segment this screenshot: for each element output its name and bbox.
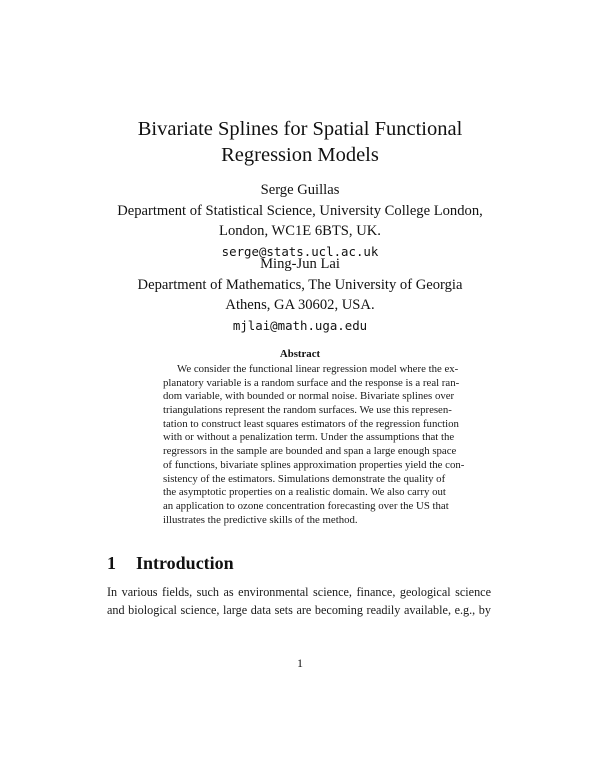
abstract-body — [163, 363, 465, 527]
author-name: Serge Guillas — [260, 182, 340, 198]
abstract-line: We consider the functional linear regression model where the ex- — [177, 363, 459, 375]
title-line-2: Regression Models — [221, 144, 379, 166]
author-block-1 — [0, 180, 600, 262]
abstract-line: the asymptotic properties on a realistic domain. We also carry out — [163, 486, 446, 499]
abstract-heading: Abstract — [279, 348, 321, 360]
page-number: 1 — [297, 656, 303, 670]
author-email: serge@stats.ucl.ac.uk — [221, 243, 379, 259]
author-name: Ming-Jun Lai — [260, 256, 340, 272]
abstract-line: regressors in the sample are bounded and span a large enough space — [163, 445, 457, 458]
paper-title — [0, 116, 600, 168]
abstract-line: sistency of the estimators. Simulations demonstrate the quality of — [163, 472, 446, 485]
author-block-2 — [0, 254, 600, 336]
author-email: mjlai@math.uga.edu — [232, 317, 368, 333]
section-heading — [107, 553, 234, 574]
author-affiliation-line-2: Athens, GA 30602, USA. — [225, 297, 375, 313]
abstract-line: tation to construct least squares estimators of the regression function — [163, 417, 459, 430]
author-affiliation-line-1: Department of Mathematics, The University of Georgia — [137, 276, 463, 293]
section-body — [107, 584, 491, 619]
title-line-1: Bivariate Splines for Spatial Functional — [137, 118, 463, 140]
abstract-line: with or without a penalization term. Under the assumptions that the — [163, 431, 455, 444]
author-affiliation-line-1: Department of Statistical Science, University College London, — [117, 202, 483, 219]
author-affiliation-line-2: London, WC1E 6BTS, UK. — [219, 223, 381, 239]
body-line: In various fields, such as environmental science, finance, geological science — [107, 585, 491, 599]
abstract-line: illustrates the predictive skills of the method. — [163, 513, 358, 526]
abstract-line: triangulations represent the random surfaces. We use this represen- — [163, 404, 452, 417]
section-number: 1 — [107, 553, 116, 573]
abstract-line: planatory variable is a random surface and the response is a real ran- — [163, 376, 460, 389]
body-line: and biological science, large data sets are becoming readily available, e.g., by — [107, 602, 491, 617]
abstract-line: an application to ozone concentration forecasting over the US that — [163, 499, 449, 512]
abstract-line: of functions, bivariate splines approximation properties yield the con- — [163, 458, 465, 471]
section-title: Introduction — [136, 553, 234, 573]
abstract-line: dom variable, with bounded or normal noise. Bivariate splines over — [163, 390, 455, 403]
